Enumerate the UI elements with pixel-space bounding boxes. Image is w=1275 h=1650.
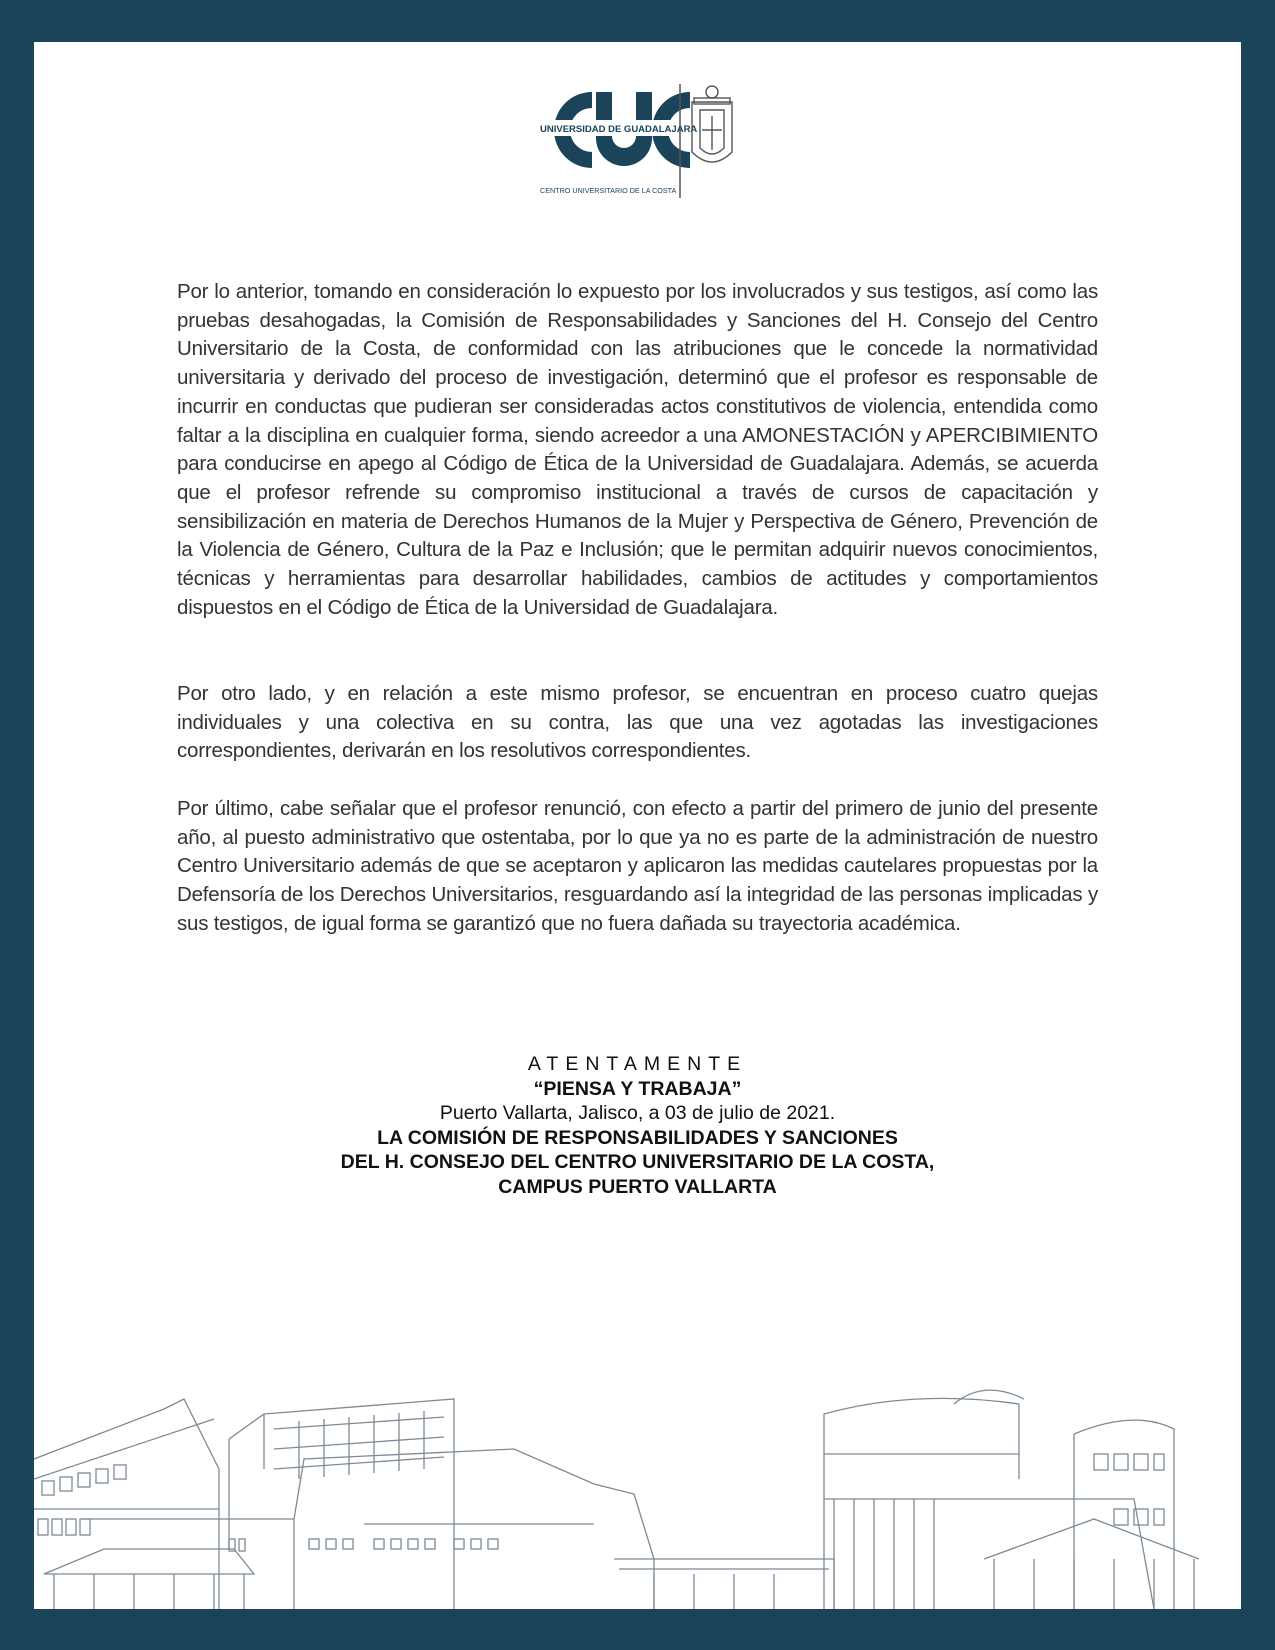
campus-buildings-icon xyxy=(34,1359,1241,1609)
body-paragraph: Por otro lado, y en relación a este mismo profesor, se encuentran en proceso cuatro quejas individuales y una colectiva en su contra, las que una vez agotadas las investigaciones correspondientes, derivarán en los resolutivos correspondientes. xyxy=(177,682,1098,763)
svg-text:CENTRO UNIVERSITARIO DE LA COS: CENTRO UNIVERSITARIO DE LA COSTA xyxy=(540,186,677,195)
body-paragraph: Por último, cabe señalar que el profesor renunció, con efecto a partir del primero de junio del presente año, al puesto administrativo que ostentaba, por lo que ya no es parte de la administración de nuestro Centro Universitario además de que se aceptaron y aplicaron las medidas cautelares propuestas por la Defensoría de los Derechos Universitarios, resguardando así la integridad de las personas implicadas y sus testigos, de igual forma se garantizó que no fuera dañada su trayectoria académica. xyxy=(177,797,1098,935)
signatory-line: DEL H. CONSEJO DEL CENTRO UNIVERSITARIO DE LA COSTA, xyxy=(340,1151,935,1173)
signatory-line: CAMPUS PUERTO VALLARTA xyxy=(498,1175,777,1198)
university-seal-icon xyxy=(692,86,732,162)
letter-page xyxy=(34,42,1241,1609)
body-paragraph: Por lo anterior, tomando en consideración lo expuesto por los involucrados y sus testigos, así como las pruebas desahogadas, la Comisión de Responsabilidades y Sanciones del H. Consejo del Centro Universitario de la Costa, de conformidad con las atribuciones que le concede la normatividad universitaria y derivado del proceso de investigación, determinó que el profesor es responsable de incurrir en conductas que pudieran ser consideradas actos constitutivos de violencia, entendida como faltar a la disciplina en cualquier forma, siendo acreedor a una AMONESTACIÓN y APERCIBIMIENTO para conducirse en apego al Código de Ética de la Universidad de Guadalajara. Además, se acuerda que el profesor refrende su compromiso institucional a través de cursos de capacitación y sensibilización en materia de Derechos Humanos de la Mujer y Perspectiva de Género, Prevención de la Violencia de Género, Cultura de la Paz e Inclusión; que le permitan adquirir nuevos conocimientos, técnicas y herramientas para desarrollar habilidades, cambios de actitudes y comportamientos dispuestos en el Código de Ética de la Universidad de Guadalajara. xyxy=(177,280,1098,619)
closing: ATENTAMENTE xyxy=(527,1053,748,1075)
place-date: Puerto Vallarta, Jalisco, a 03 de julio de 2021. xyxy=(439,1102,836,1124)
svg-text:UNIVERSIDAD DE GUADALAJARA: UNIVERSIDAD DE GUADALAJARA xyxy=(540,124,698,135)
motto: “PIENSA Y TRABAJA” xyxy=(533,1077,742,1100)
cuc-logo-icon xyxy=(530,80,780,210)
signature-block xyxy=(177,1052,1098,1199)
signatory-line: LA COMISIÓN DE RESPONSABILIDADES Y SANCIONES xyxy=(377,1126,898,1149)
